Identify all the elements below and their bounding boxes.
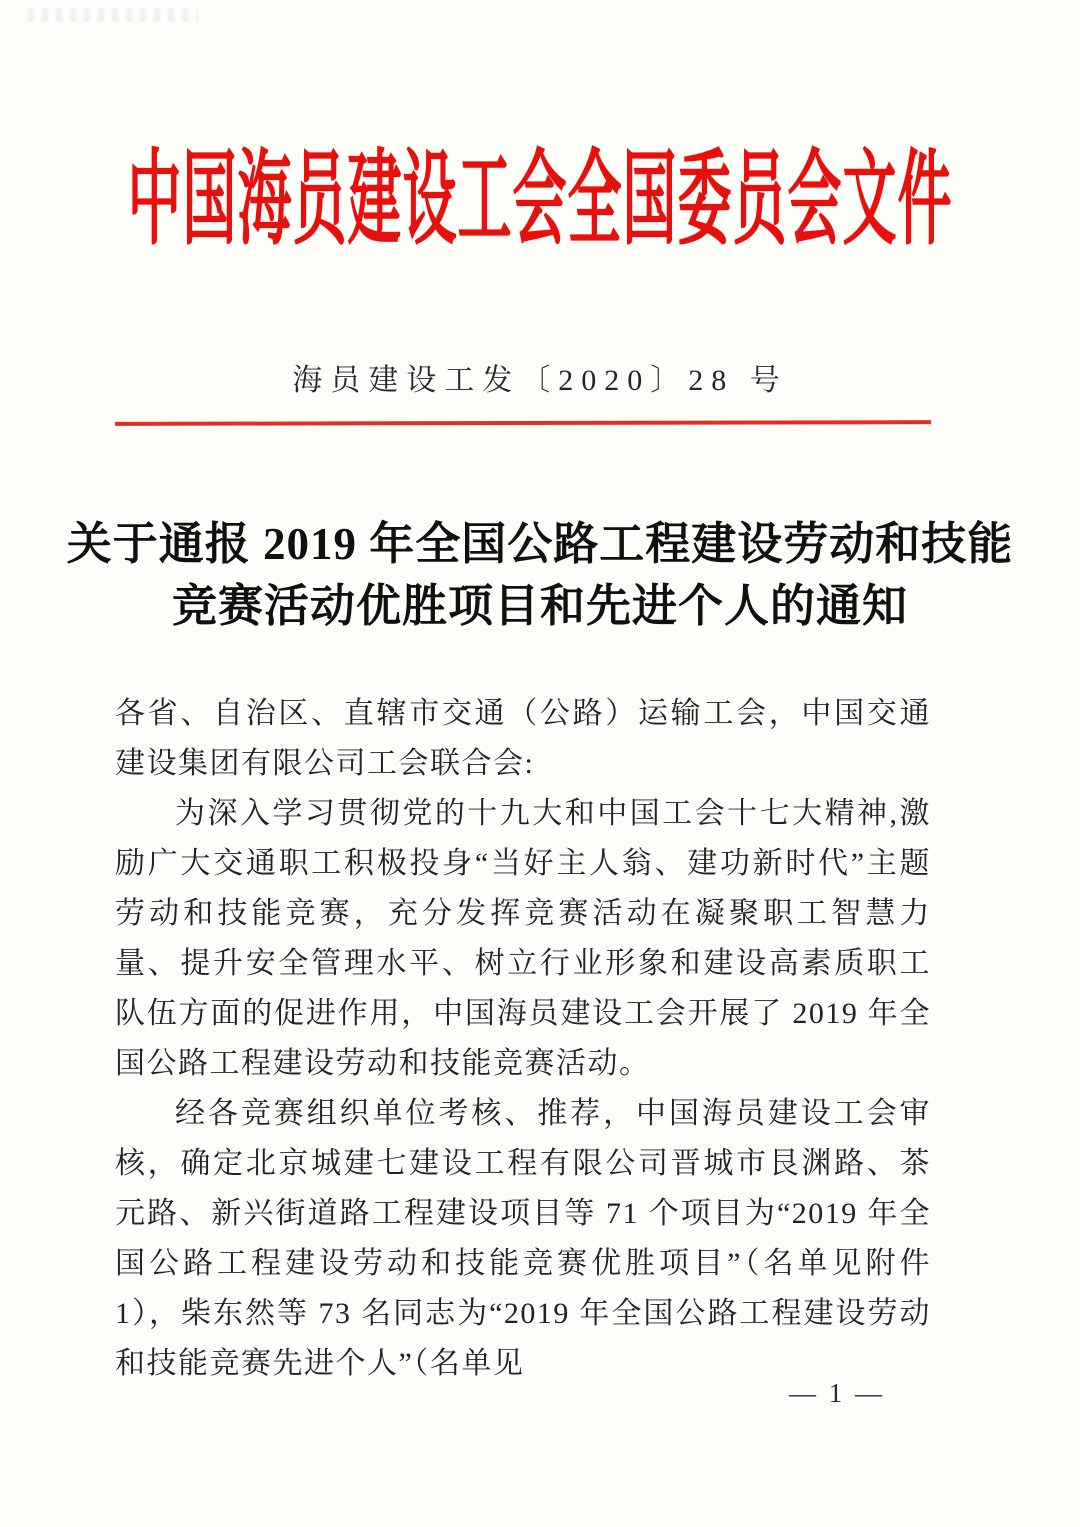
red-header-banner: 中国海员建设工会全国委员会文件	[127, 142, 953, 258]
salutation: 各省、自治区、直辖市交通（公路）运输工会，中国交通建设集团有限公司工会联合会:	[115, 697, 931, 780]
scan-artifact	[28, 8, 198, 22]
document-title-line2: 竞赛活动优胜项目和先进个人的通知	[171, 581, 908, 631]
document-title	[0, 513, 1080, 637]
page-number: — 1 —	[789, 1378, 885, 1408]
document-title-line1: 关于通报 2019 年全国公路工程建设劳动和技能	[66, 519, 1014, 569]
paragraph-1: 为深入学习贯彻党的十九大和中国工会十七大精神,激励广大交通职工积极投身“当好主人翁、建功新时代”主题劳动和技能竞赛，充分发挥竞赛活动在凝聚职工智慧力量、提升安全管理水平、树立行业形象和建设高素质职工队伍方面的促进作用，中国海员建设工会开展了 2019 年全国公路工程建设劳动和技能竞赛活动。	[115, 797, 931, 1080]
paragraph-2: 经各竞赛组织单位考核、推荐，中国海员建设工会审核，确定北京城建七建设工程有限公司晋城市艮渊路、茶元路、新兴街道路工程建设项目等 71 个项目为“2019 年全国公路工程建设劳动和技能竞赛优胜项目”（名单见附件 1），柴东然等 73 名同志为“2019 年全国公路工程建设劳动和技能竞赛先进个人”（名单见	[115, 1097, 931, 1380]
document-body	[115, 689, 931, 1389]
red-divider-line	[115, 420, 931, 426]
document-number: 海员建设工发〔2020〕28 号	[292, 364, 788, 397]
